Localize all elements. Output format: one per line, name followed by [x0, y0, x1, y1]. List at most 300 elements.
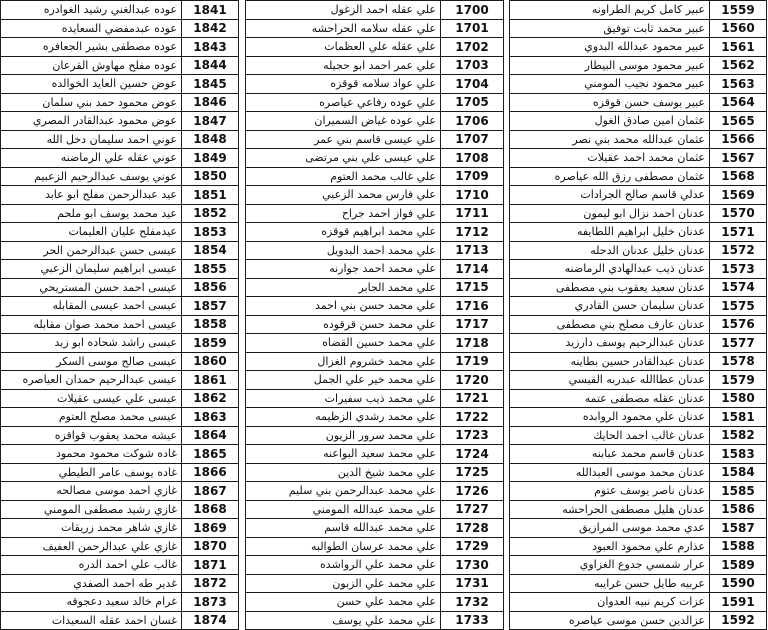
- person-name-cell: عيسى احمد محمد صوان مقابله: [1, 315, 182, 334]
- table-row: [1, 371, 239, 390]
- table-row: [246, 334, 504, 353]
- table-row: [510, 315, 767, 334]
- serial-number-cell: 1574: [710, 278, 767, 297]
- serial-number-cell: 1567: [710, 149, 767, 168]
- person-name-cell: علي عقله سلامه الحراحشه: [246, 19, 441, 38]
- serial-number-cell: 1580: [710, 389, 767, 408]
- table-row: [1, 574, 239, 593]
- person-name-cell: عثمان عبدالله محمد بني نصر: [510, 130, 710, 149]
- table-row: [510, 574, 767, 593]
- table-row: [1, 1, 239, 20]
- person-name-cell: عدنان احمد نزال ابو ليمون: [510, 204, 710, 223]
- serial-number-cell: 1866: [182, 463, 239, 482]
- serial-number-cell: 1709: [441, 167, 504, 186]
- person-name-cell: علي محمد شيخ الدين: [246, 463, 441, 482]
- table-row: [1, 260, 239, 279]
- serial-number-cell: 1870: [182, 537, 239, 556]
- table-row: [246, 1, 504, 20]
- table-row: [1, 352, 239, 371]
- table-row: [246, 556, 504, 575]
- serial-number-cell: 1718: [441, 334, 504, 353]
- person-name-cell: عزات كريم نبيه العدوان: [510, 593, 710, 612]
- table-row: [510, 260, 767, 279]
- person-name-cell: عوني احمد سليمان دخل الله: [1, 130, 182, 149]
- person-name-cell: غاده يوسف عامر الطيطي: [1, 463, 182, 482]
- person-name-cell: غازي شاهر محمد زريقات: [1, 519, 182, 538]
- table-row: [1, 167, 239, 186]
- serial-number-cell: 1720: [441, 371, 504, 390]
- person-name-cell: عدنان عبدالقادر حسين بطاينه: [510, 352, 710, 371]
- person-name-cell: علي محمد الجابر: [246, 278, 441, 297]
- table-row: [1, 426, 239, 445]
- table-row: [1, 463, 239, 482]
- person-name-cell: غرام خالد سعيد دعجوقه: [1, 593, 182, 612]
- person-name-cell: عبير كامل كريم الطراونه: [510, 1, 710, 20]
- serial-number-cell: 1864: [182, 426, 239, 445]
- serial-number-cell: 1729: [441, 537, 504, 556]
- table-row: [246, 56, 504, 75]
- serial-number-cell: 1726: [441, 482, 504, 501]
- person-name-cell: عثمان امين صادق الغول: [510, 112, 710, 131]
- table-row: [510, 537, 767, 556]
- table-row: [1, 537, 239, 556]
- table-row: [246, 223, 504, 242]
- person-name-cell: علي محمد رشدي الزظيمه: [246, 408, 441, 427]
- person-name-cell: علي محمد حسن بني احمد: [246, 297, 441, 316]
- serial-number-cell: 1858: [182, 315, 239, 334]
- table-row: [1, 408, 239, 427]
- table-row: [1, 297, 239, 316]
- person-name-cell: عيسى صالح موسى السكر: [1, 352, 182, 371]
- table-row: [246, 38, 504, 57]
- serial-number-cell: 1563: [710, 75, 767, 94]
- person-name-cell: علي محمد خشروم الغزال: [246, 352, 441, 371]
- person-name-cell: عبير محمود نجيب المومني: [510, 75, 710, 94]
- serial-number-cell: 1571: [710, 223, 767, 242]
- table-row: [246, 352, 504, 371]
- table-row: [510, 556, 767, 575]
- table-row: [246, 482, 504, 501]
- person-name-cell: عيدمفلح عليان العليمات: [1, 223, 182, 242]
- person-name-cell: علي عواد سلامه قوقزه: [246, 75, 441, 94]
- serial-number-cell: 1591: [710, 593, 767, 612]
- person-name-cell: علي محمد سرور الزيون: [246, 426, 441, 445]
- table-row: [1, 445, 239, 464]
- person-name-cell: عيد عبدالرحمن مفلح ابو عابد: [1, 186, 182, 205]
- serial-number-cell: 1857: [182, 297, 239, 316]
- person-name-cell: عوده مصطفى بشير الجعافره: [1, 38, 182, 57]
- person-name-cell: عدنان خليل ابراهيم اللطايفه: [510, 223, 710, 242]
- table-row: [246, 167, 504, 186]
- serial-number-cell: 1585: [710, 482, 767, 501]
- serial-number-cell: 1732: [441, 593, 504, 612]
- serial-number-cell: 1564: [710, 93, 767, 112]
- table-row: [246, 93, 504, 112]
- person-name-cell: عدنان عبدالرحيم يوسف دارزيد: [510, 334, 710, 353]
- person-name-cell: عبير محمود موسى البيطار: [510, 56, 710, 75]
- serial-number-cell: 1582: [710, 426, 767, 445]
- person-name-cell: عزالدين حسن موسى عياصره: [510, 611, 710, 630]
- serial-number-cell: 1721: [441, 389, 504, 408]
- table-row: [1, 241, 239, 260]
- person-name-cell: عدنان غالب احمد الحايك: [510, 426, 710, 445]
- serial-number-cell: 1714: [441, 260, 504, 279]
- table-row: [246, 241, 504, 260]
- serial-number-cell: 1713: [441, 241, 504, 260]
- serial-number-cell: 1703: [441, 56, 504, 75]
- table-row: [1, 334, 239, 353]
- table-row: [246, 593, 504, 612]
- table-row: [510, 241, 767, 260]
- serial-number-cell: 1871: [182, 556, 239, 575]
- person-name-cell: علي محمد ابراهيم قوقزه: [246, 223, 441, 242]
- serial-number-cell: 1874: [182, 611, 239, 630]
- serial-number-cell: 1590: [710, 574, 767, 593]
- person-name-cell: علي عيسى علي بني مرتضى: [246, 149, 441, 168]
- person-name-cell: عبير يوسف حسن قوقزه: [510, 93, 710, 112]
- person-name-cell: عيسى احمد عيسى المقابله: [1, 297, 182, 316]
- table-row: [510, 371, 767, 390]
- serial-number-cell: 1592: [710, 611, 767, 630]
- person-name-cell: علي عمر احمد ابو حجيله: [246, 56, 441, 75]
- table-row: [510, 167, 767, 186]
- serial-number-cell: 1723: [441, 426, 504, 445]
- person-name-cell: غازي علي عبدالرحمن العفيف: [1, 537, 182, 556]
- serial-number-cell: 1863: [182, 408, 239, 427]
- table-row: [510, 149, 767, 168]
- table-row: [1, 19, 239, 38]
- person-name-cell: عدلي قاسم صالح الجرادات: [510, 186, 710, 205]
- table-row: [1, 38, 239, 57]
- table-row: [246, 278, 504, 297]
- table-row: [510, 204, 767, 223]
- person-name-cell: عدنان سليمان حسن القادري: [510, 297, 710, 316]
- table-row: [246, 500, 504, 519]
- person-name-cell: علي محمد عرسان الطوالبه: [246, 537, 441, 556]
- table-row: [510, 1, 767, 20]
- serial-number-cell: 1560: [710, 19, 767, 38]
- person-name-cell: عثمان محمد احمد عقيلات: [510, 149, 710, 168]
- person-name-cell: عوده مفلح مهاوش القرعان: [1, 56, 182, 75]
- person-name-cell: عوض محمود حمد بني سلمان: [1, 93, 182, 112]
- serial-number-cell: 1850: [182, 167, 239, 186]
- person-name-cell: عيسى علي عيسى عقيلات: [1, 389, 182, 408]
- person-name-cell: علي محمد احمد البدويل: [246, 241, 441, 260]
- person-name-cell: غسان احمد عقله السعيدات: [1, 611, 182, 630]
- person-name-cell: عيسى ابراهيم سليمان الزعبي: [1, 260, 182, 279]
- table-row: [1, 149, 239, 168]
- table-row: [246, 389, 504, 408]
- table-row: [510, 278, 767, 297]
- serial-number-cell: 1722: [441, 408, 504, 427]
- person-name-cell: علي محمد علي يوسف: [246, 611, 441, 630]
- serial-number-cell: 1566: [710, 130, 767, 149]
- table-row: [1, 593, 239, 612]
- person-name-cell: علي محمد ذيب سفيرات: [246, 389, 441, 408]
- person-name-cell: علي محمد علي الزبون: [246, 574, 441, 593]
- table-row: [246, 408, 504, 427]
- serial-number-cell: 1704: [441, 75, 504, 94]
- person-name-cell: عوده عبدالغني رشيد الغوادره: [1, 1, 182, 20]
- person-name-cell: غدير طه احمد الصفدي: [1, 574, 182, 593]
- person-name-cell: علي فارس محمد الزعبي: [246, 186, 441, 205]
- person-name-cell: عدنان ذيب عبدالهادي الرماضنه: [510, 260, 710, 279]
- serial-number-cell: 1702: [441, 38, 504, 57]
- person-name-cell: عبير محمد ثابت توفيق: [510, 19, 710, 38]
- serial-number-cell: 1584: [710, 463, 767, 482]
- table-row: [510, 352, 767, 371]
- table-row: [510, 186, 767, 205]
- person-name-cell: علي عوده رفاعي عياصره: [246, 93, 441, 112]
- person-name-cell: عوض محمود عبدالقادر المصري: [1, 112, 182, 131]
- person-name-cell: علي محمد حسين القضاه: [246, 334, 441, 353]
- table-row: [1, 315, 239, 334]
- person-name-cell: عيسى راشد شحاده ابو زيد: [1, 334, 182, 353]
- person-name-cell: عثمان مصطفى رزق الله عياصره: [510, 167, 710, 186]
- person-name-cell: عوني يوسف عبدالرحيم الزعبيم: [1, 167, 182, 186]
- table-row: [1, 519, 239, 538]
- person-name-cell: علي عيسى قاسم بني عمر: [246, 130, 441, 149]
- person-name-cell: عيد محمد يوسف ابو ملحم: [1, 204, 182, 223]
- table-row: [510, 93, 767, 112]
- person-name-cell: عيسى محمد مصلح العتوم: [1, 408, 182, 427]
- serial-number-cell: 1724: [441, 445, 504, 464]
- table-row: [1, 130, 239, 149]
- serial-number-cell: 1872: [182, 574, 239, 593]
- person-name-cell: عدي محمد موسى المرازيق: [510, 519, 710, 538]
- person-name-cell: علي غالب محمد العتوم: [246, 167, 441, 186]
- serial-number-cell: 1705: [441, 93, 504, 112]
- table-row: [510, 593, 767, 612]
- person-name-cell: علي محمد سعيد البواعنه: [246, 445, 441, 464]
- table-row: [510, 112, 767, 131]
- serial-number-cell: 1577: [710, 334, 767, 353]
- serial-number-cell: 1715: [441, 278, 504, 297]
- serial-number-cell: 1873: [182, 593, 239, 612]
- serial-number-cell: 1869: [182, 519, 239, 538]
- serial-number-cell: 1853: [182, 223, 239, 242]
- person-name-cell: علي محمد عبدالله المومني: [246, 500, 441, 519]
- table-row: [246, 611, 504, 630]
- serial-number-cell: 1859: [182, 334, 239, 353]
- serial-number-cell: 1562: [710, 56, 767, 75]
- table-row: [510, 334, 767, 353]
- serial-number-cell: 1559: [710, 1, 767, 20]
- serial-number-cell: 1731: [441, 574, 504, 593]
- person-name-cell: عيسى عبدالرحيم حمدان العياصره: [1, 371, 182, 390]
- person-name-cell: عدنان ناصر يوسف عتوم: [510, 482, 710, 501]
- person-name-cell: عدنان قاسم محمد عبابنه: [510, 445, 710, 464]
- table-row: [1, 556, 239, 575]
- serial-number-cell: 1854: [182, 241, 239, 260]
- serial-number-cell: 1862: [182, 389, 239, 408]
- table-row: [1, 500, 239, 519]
- serial-number-cell: 1717: [441, 315, 504, 334]
- table-row: [510, 38, 767, 57]
- table-row: [1, 204, 239, 223]
- table-row: [1, 93, 239, 112]
- serial-number-cell: 1852: [182, 204, 239, 223]
- person-name-cell: عدنان علي محمود الروابده: [510, 408, 710, 427]
- table-row: [510, 56, 767, 75]
- table-row: [510, 463, 767, 482]
- person-name-cell: عدنان خليل عدنان الدحله: [510, 241, 710, 260]
- table-row: [246, 204, 504, 223]
- table-row: [246, 426, 504, 445]
- table-row: [510, 389, 767, 408]
- table-row: [246, 112, 504, 131]
- person-name-cell: علي محمد احمد جوارنه: [246, 260, 441, 279]
- person-name-cell: علي فواز احمد جراح: [246, 204, 441, 223]
- table-row: [510, 408, 767, 427]
- person-name-cell: عيسى حسن عبدالرحمن الحر: [1, 241, 182, 260]
- serial-number-cell: 1572: [710, 241, 767, 260]
- serial-number-cell: 1588: [710, 537, 767, 556]
- serial-number-cell: 1844: [182, 56, 239, 75]
- serial-number-cell: 1851: [182, 186, 239, 205]
- serial-number-cell: 1845: [182, 75, 239, 94]
- names-table-right: [509, 0, 767, 630]
- table-row: [510, 130, 767, 149]
- serial-number-cell: 1706: [441, 112, 504, 131]
- person-name-cell: عوض حسين العايد الخوالده: [1, 75, 182, 94]
- serial-number-cell: 1700: [441, 1, 504, 20]
- table-row: [246, 315, 504, 334]
- serial-number-cell: 1589: [710, 556, 767, 575]
- table-row: [246, 445, 504, 464]
- person-name-cell: علي عوده غياض السميران: [246, 112, 441, 131]
- serial-number-cell: 1861: [182, 371, 239, 390]
- serial-number-cell: 1841: [182, 1, 239, 20]
- serial-number-cell: 1868: [182, 500, 239, 519]
- serial-number-cell: 1569: [710, 186, 767, 205]
- person-name-cell: عيشه محمد يعقوب قواقزه: [1, 426, 182, 445]
- person-name-cell: عوده عبدمفضي السعايده: [1, 19, 182, 38]
- person-name-cell: غالب علي احمد الدره: [1, 556, 182, 575]
- serial-number-cell: 1711: [441, 204, 504, 223]
- serial-number-cell: 1855: [182, 260, 239, 279]
- table-row: [510, 500, 767, 519]
- person-name-cell: عوني عقله علي الرماضنه: [1, 149, 182, 168]
- person-name-cell: عدنان هليل مصطفى الحراحشه: [510, 500, 710, 519]
- serial-number-cell: 1728: [441, 519, 504, 538]
- serial-number-cell: 1865: [182, 445, 239, 464]
- table-row: [246, 519, 504, 538]
- serial-number-cell: 1860: [182, 352, 239, 371]
- table-row: [1, 278, 239, 297]
- person-name-cell: عبير محمود عبدالله البدوي: [510, 38, 710, 57]
- serial-number-cell: 1712: [441, 223, 504, 242]
- serial-number-cell: 1707: [441, 130, 504, 149]
- names-table-left: [0, 0, 239, 630]
- person-name-cell: غازي رشيد مصطفى المومني: [1, 500, 182, 519]
- table-row: [510, 611, 767, 630]
- serial-number-cell: 1561: [710, 38, 767, 57]
- table-row: [510, 223, 767, 242]
- table-row: [1, 611, 239, 630]
- serial-number-cell: 1568: [710, 167, 767, 186]
- serial-number-cell: 1579: [710, 371, 767, 390]
- table-row: [246, 149, 504, 168]
- serial-number-cell: 1575: [710, 297, 767, 316]
- person-name-cell: عدنان محمد موسى العبدالله: [510, 463, 710, 482]
- table-row: [510, 482, 767, 501]
- serial-number-cell: 1587: [710, 519, 767, 538]
- table-row: [1, 482, 239, 501]
- serial-number-cell: 1581: [710, 408, 767, 427]
- table-row: [246, 463, 504, 482]
- table-row: [246, 186, 504, 205]
- serial-number-cell: 1867: [182, 482, 239, 501]
- serial-number-cell: 1708: [441, 149, 504, 168]
- person-name-cell: عرار شمسي جدوع الغزاوي: [510, 556, 710, 575]
- serial-number-cell: 1565: [710, 112, 767, 131]
- serial-number-cell: 1842: [182, 19, 239, 38]
- serial-number-cell: 1576: [710, 315, 767, 334]
- person-name-cell: عدنان سعيد يعقوب بني مصطفى: [510, 278, 710, 297]
- serial-number-cell: 1856: [182, 278, 239, 297]
- serial-number-cell: 1719: [441, 352, 504, 371]
- table-row: [510, 445, 767, 464]
- table-row: [246, 574, 504, 593]
- table-row: [246, 130, 504, 149]
- person-name-cell: علي محمد حسن قرقوده: [246, 315, 441, 334]
- names-table-middle: [245, 0, 504, 630]
- serial-number-cell: 1583: [710, 445, 767, 464]
- serial-number-cell: 1586: [710, 500, 767, 519]
- serial-number-cell: 1727: [441, 500, 504, 519]
- table-row: [1, 75, 239, 94]
- table-row: [1, 223, 239, 242]
- serial-number-cell: 1578: [710, 352, 767, 371]
- person-name-cell: علي محمد خير علي الجمل: [246, 371, 441, 390]
- table-row: [1, 186, 239, 205]
- person-name-cell: عربيه طايل حسن غرايبه: [510, 574, 710, 593]
- table-row: [510, 519, 767, 538]
- person-name-cell: عدنان عارف مصلح بني مصطفى: [510, 315, 710, 334]
- person-name-cell: عذارم علي محمود العبود: [510, 537, 710, 556]
- serial-number-cell: 1733: [441, 611, 504, 630]
- table-row: [510, 75, 767, 94]
- table-row: [510, 297, 767, 316]
- serial-number-cell: 1730: [441, 556, 504, 575]
- serial-number-cell: 1701: [441, 19, 504, 38]
- person-name-cell: علي محمد علي حسن: [246, 593, 441, 612]
- person-name-cell: عدنان عقله مصطفى عتمه: [510, 389, 710, 408]
- serial-number-cell: 1848: [182, 130, 239, 149]
- serial-number-cell: 1849: [182, 149, 239, 168]
- person-name-cell: غازي احمد موسى مصالحه: [1, 482, 182, 501]
- serial-number-cell: 1843: [182, 38, 239, 57]
- person-name-cell: علي محمد علي الرواشده: [246, 556, 441, 575]
- serial-number-cell: 1570: [710, 204, 767, 223]
- person-name-cell: علي عقله احمد الزغول: [246, 1, 441, 20]
- serial-number-cell: 1847: [182, 112, 239, 131]
- table-row: [246, 297, 504, 316]
- person-name-cell: عيسى احمد حسن المستريحي: [1, 278, 182, 297]
- table-row: [246, 19, 504, 38]
- serial-number-cell: 1710: [441, 186, 504, 205]
- person-name-cell: علي محمد عبدالله قاسم: [246, 519, 441, 538]
- table-row: [246, 371, 504, 390]
- table-row: [510, 19, 767, 38]
- table-row: [1, 389, 239, 408]
- serial-number-cell: 1846: [182, 93, 239, 112]
- serial-number-cell: 1573: [710, 260, 767, 279]
- table-row: [246, 260, 504, 279]
- table-row: [246, 537, 504, 556]
- table-row: [1, 112, 239, 131]
